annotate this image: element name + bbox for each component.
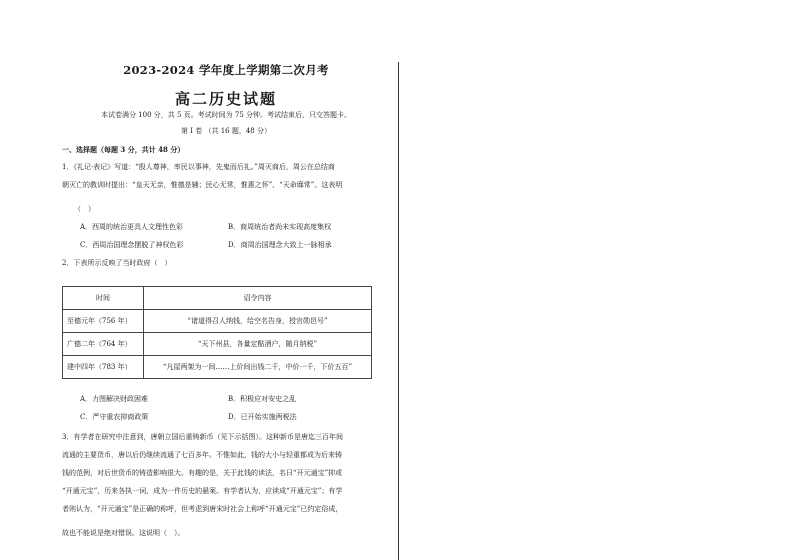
table-row — [63, 310, 372, 333]
table-header-content: 诏令内容 — [144, 287, 372, 310]
exam-info: 本试卷满分 100 分，共 5 页。考试时间为 75 分钟。考试结束后，只交答题卡。 — [100, 111, 352, 119]
table-header-row — [63, 287, 372, 310]
table-cell-content: “凡屋两架为一间……上价间出钱二千，中价一千，下价五百” — [144, 356, 372, 379]
q1-stem-line2: 朝灭亡的教训时提出：“皇天无亲，惟德是辅；民心无常，惟惠之怀”、“天命靡常”。这表明 — [62, 181, 343, 189]
q3-stem-line: 者则认为，“开元通宝”是正确的称呼，但考虑到唐宋时社会上称呼“开通元宝”已约定俗成， — [62, 505, 343, 513]
table-cell-time: 广德二年（764 年） — [63, 333, 144, 356]
edict-table — [62, 286, 372, 379]
q2-stem: 2．下表所示反映了当时政府（ ） — [62, 259, 172, 267]
table-cell-content: “诸道得召人纳钱，给空名告身，授官勋邑号” — [144, 310, 372, 333]
exam-title: 2023-2024 学年度上学期第二次月考 — [123, 63, 329, 77]
table-cell-time: 至德元年（756 年） — [63, 310, 144, 333]
table-header-time: 时间 — [63, 287, 144, 310]
q2-option-a: A．力图解决财政困难 — [80, 395, 149, 403]
q3-stem-line: 3．有学者在研究中注意到，唐朝立国后重铸新币（见下示括图）。这种新币是唐迄三百年间 — [62, 433, 343, 441]
q3-stem-line: “开通元宝”，历来各执一词，成为一件历史的悬案。有学者认为，应读成“开通元宝”；有学 — [62, 487, 343, 495]
q2-option-c: C．严守重农抑商政策 — [80, 413, 149, 421]
q1-option-c: C．西周治国理念摆脱了神权色彩 — [80, 241, 184, 249]
table-cell-time: 建中四年（783 年） — [63, 356, 144, 379]
q1-answer-blank: （ ） — [74, 205, 95, 213]
column-divider — [398, 62, 399, 560]
table-cell-content: “天下州县，各量定酤酒户，随月纳税” — [144, 333, 372, 356]
table-row — [63, 333, 372, 356]
q2-option-b: B．积极应对安史之乱 — [228, 395, 297, 403]
table-row — [63, 356, 372, 379]
q1-option-d: D．商周治国理念大致上一脉相承 — [228, 241, 332, 249]
q3-stem-line: 流通的主要货币，唐以后仍继续流通了七百多年。不惟如此，钱的大小与轻重都成为后来铸 — [62, 451, 342, 459]
q1-option-a: A．西周的统治更具人文理性色彩 — [80, 223, 184, 231]
q1-option-b: B．商周统治者尚未实现高度集权 — [228, 223, 332, 231]
volume-label: 第 I 卷 （共 16 题，48 分） — [181, 127, 271, 135]
q2-option-d: D．已开始实施两税法 — [228, 413, 297, 421]
q3-stem-line: 钱的范例，对后世货币的铸造影响很大。有趣的是，关于此钱的读法，名曰“开元通宝”抑或 — [62, 469, 343, 477]
q3-stem-line: 故也不能说是绝对错误。这说明（ ）。 — [62, 529, 185, 537]
section-heading: 一、选择题（每题 3 分，共计 48 分） — [62, 145, 185, 154]
exam-subtitle: 高二历史试题 — [174, 90, 277, 108]
q1-stem-line1: 1．《礼记·表记》写道：“殷人尊神，率民以事神，先鬼而后礼。”周灭商后，周公在总结商 — [62, 163, 335, 171]
